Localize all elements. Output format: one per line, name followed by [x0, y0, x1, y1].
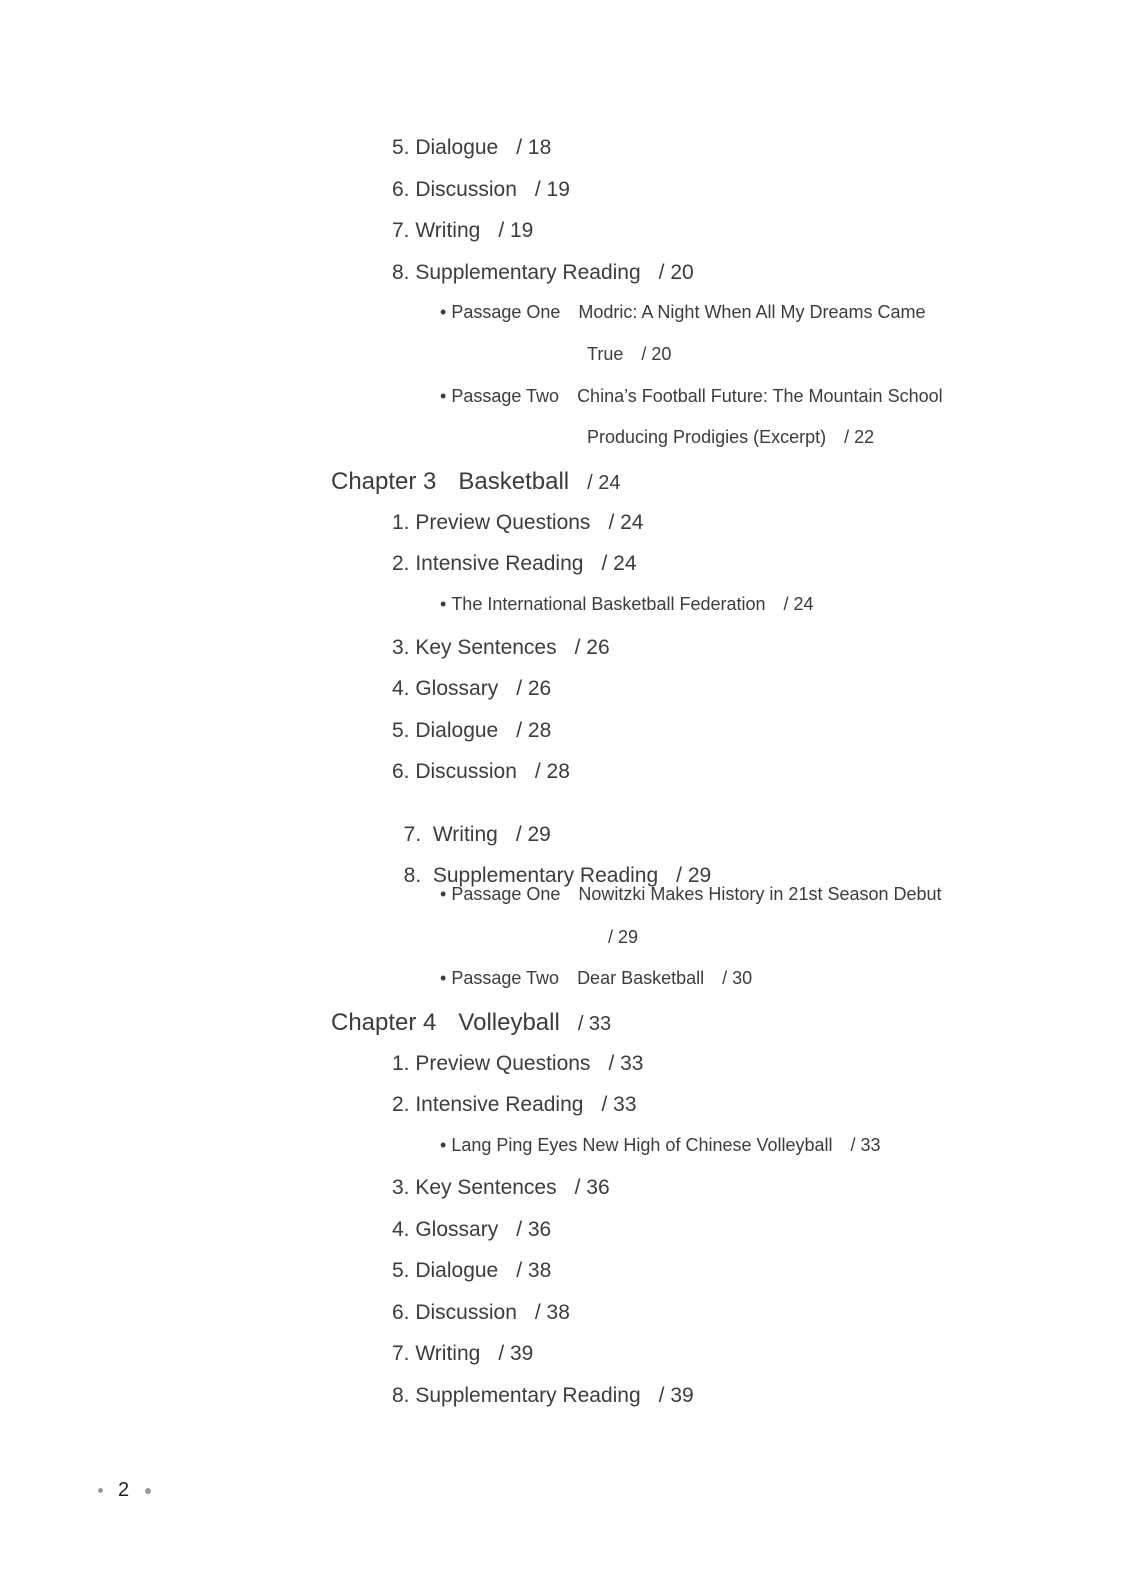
toc-entry-title: 7. Writing — [392, 1342, 481, 1365]
toc-page-number: / 29 — [676, 864, 712, 887]
toc-entry-title: 8. Supplementary Reading — [392, 261, 641, 284]
toc-page-number: / 22 — [844, 427, 875, 447]
toc-entry-title-continued: True — [587, 344, 624, 364]
toc-entry-dialogue[interactable] — [392, 137, 551, 158]
toc-page-number: / 30 — [722, 968, 753, 988]
chapter-number: Chapter 3 — [331, 468, 437, 495]
toc-page-number: / 24 — [587, 472, 621, 494]
toc-page-number: / 38 — [516, 1259, 552, 1282]
toc-entry-key-sentences[interactable] — [392, 637, 610, 658]
toc-entry-title: 6. Discussion — [392, 1301, 517, 1324]
chapter-title: Basketball — [458, 468, 570, 495]
toc-entry-title-continued: Producing Prodigies (Excerpt) — [587, 427, 827, 447]
toc-entry-preview-questions[interactable] — [392, 512, 643, 533]
toc-entry-title: China’s Football Future: The Mountain School — [577, 386, 943, 406]
toc-intensive-reading-article[interactable] — [440, 595, 814, 613]
toc-entry-title: 7. Writing — [403, 823, 498, 846]
toc-intensive-reading-article[interactable] — [440, 1136, 881, 1154]
toc-page-number: / 24 — [783, 594, 814, 614]
toc-entry-dialogue[interactable] — [392, 1260, 551, 1281]
bullet-icon: • — [440, 594, 447, 614]
toc-entry-supplementary-reading[interactable] — [392, 262, 694, 283]
toc-entry-title: 5. Dialogue — [392, 719, 499, 742]
toc-entry-glossary[interactable] — [392, 678, 551, 699]
toc-entry-intensive-reading[interactable] — [392, 553, 637, 574]
toc-entry-title: Lang Ping Eyes New High of Chinese Volleyball — [451, 1135, 833, 1155]
toc-entry-writing[interactable] — [392, 803, 551, 845]
toc-chapter-4[interactable] — [331, 1011, 611, 1035]
toc-passage-two-continued[interactable] — [587, 428, 874, 446]
toc-passage-one[interactable] — [440, 885, 942, 903]
chapter-number: Chapter 4 — [331, 1009, 437, 1036]
bullet-icon: • — [440, 884, 447, 904]
toc-passage-two[interactable] — [440, 969, 752, 987]
toc-page-number: / 19 — [534, 178, 570, 201]
toc-entry-writing[interactable] — [392, 1343, 533, 1364]
toc-page-number: / 36 — [516, 1218, 552, 1241]
toc-page-number: / 33 — [601, 1093, 637, 1116]
toc-entry-title: 1. Preview Questions — [392, 511, 591, 534]
toc-page-number: / 20 — [641, 344, 672, 364]
toc-page-number: / 20 — [658, 261, 694, 284]
toc-page-number: / 24 — [608, 511, 644, 534]
toc-entry-dialogue[interactable] — [392, 720, 551, 741]
toc-page-number: / 29 — [608, 927, 639, 947]
toc-page-number: / 36 — [574, 1176, 610, 1199]
toc-entry-title: 6. Discussion — [392, 178, 517, 201]
passage-label: Passage One — [451, 884, 561, 904]
bullet-icon: • — [440, 302, 447, 322]
toc-entry-title: Nowitzki Makes History in 21st Season Debut — [578, 884, 942, 904]
dot-icon — [145, 1488, 151, 1494]
toc-entry-intensive-reading[interactable] — [392, 1094, 637, 1115]
toc-page-number: / 19 — [498, 219, 534, 242]
toc-entry-title: Dear Basketball — [577, 968, 705, 988]
toc-page-number: / 18 — [516, 136, 552, 159]
toc-passage-one-continued[interactable] — [608, 928, 638, 946]
toc-page-number: / 33 — [608, 1052, 644, 1075]
toc-page-number: / 28 — [516, 719, 552, 742]
page-footer — [98, 1479, 151, 1502]
passage-label: Passage Two — [451, 386, 560, 406]
toc-chapter-3[interactable] — [331, 470, 621, 494]
toc-entry-title: 8. Supplementary Reading — [392, 1384, 641, 1407]
toc-page-number: / 29 — [515, 823, 551, 846]
toc-entry-preview-questions[interactable] — [392, 1053, 643, 1074]
toc-entry-title: 2. Intensive Reading — [392, 552, 584, 575]
toc-entry-title: 4. Glossary — [392, 1218, 499, 1241]
page-number: 2 — [118, 1479, 130, 1501]
toc-entry-title: 2. Intensive Reading — [392, 1093, 584, 1116]
toc-entry-key-sentences[interactable] — [392, 1177, 610, 1198]
toc-entry-title: The International Basketball Federation — [451, 594, 766, 614]
toc-entry-title: 3. Key Sentences — [392, 636, 557, 659]
dot-icon — [98, 1488, 103, 1493]
toc-page-number: / 39 — [498, 1342, 534, 1365]
passage-label: Passage One — [451, 302, 561, 322]
toc-entry-title: 8. Supplementary Reading — [403, 864, 659, 887]
toc-page-number: / 28 — [534, 760, 570, 783]
toc-entry-title: 4. Glossary — [392, 677, 499, 700]
toc-entry-discussion[interactable] — [392, 179, 570, 200]
toc-entry-title: 3. Key Sentences — [392, 1176, 557, 1199]
toc-passage-one-continued[interactable] — [587, 345, 671, 363]
toc-page-number: / 26 — [574, 636, 610, 659]
toc-page-number: / 33 — [850, 1135, 881, 1155]
toc-passage-one[interactable] — [440, 303, 926, 321]
toc-entry-supplementary-reading[interactable] — [392, 844, 711, 886]
toc-entry-discussion[interactable] — [392, 761, 570, 782]
chapter-title: Volleyball — [458, 1009, 560, 1036]
passage-label: Passage Two — [451, 968, 560, 988]
toc-page-number: / 38 — [534, 1301, 570, 1324]
bullet-icon: • — [440, 386, 447, 406]
toc-passage-two[interactable] — [440, 387, 943, 405]
toc-page-number: / 26 — [516, 677, 552, 700]
toc-entry-writing[interactable] — [392, 220, 533, 241]
toc-entry-discussion[interactable] — [392, 1302, 570, 1323]
toc-entry-supplementary-reading[interactable] — [392, 1385, 694, 1406]
toc-entry-title: 1. Preview Questions — [392, 1052, 591, 1075]
bullet-icon: • — [440, 1135, 447, 1155]
toc-entry-title: 5. Dialogue — [392, 136, 499, 159]
toc-entry-title: 7. Writing — [392, 219, 481, 242]
toc-entry-title: 5. Dialogue — [392, 1259, 499, 1282]
toc-page-number: / 24 — [601, 552, 637, 575]
toc-entry-glossary[interactable] — [392, 1219, 551, 1240]
bullet-icon: • — [440, 968, 447, 988]
toc-entry-title: Modric: A Night When All My Dreams Came — [578, 302, 926, 322]
toc-entry-title: 6. Discussion — [392, 760, 517, 783]
toc-page-number: / 33 — [577, 1013, 612, 1035]
toc-page-number: / 39 — [658, 1384, 694, 1407]
